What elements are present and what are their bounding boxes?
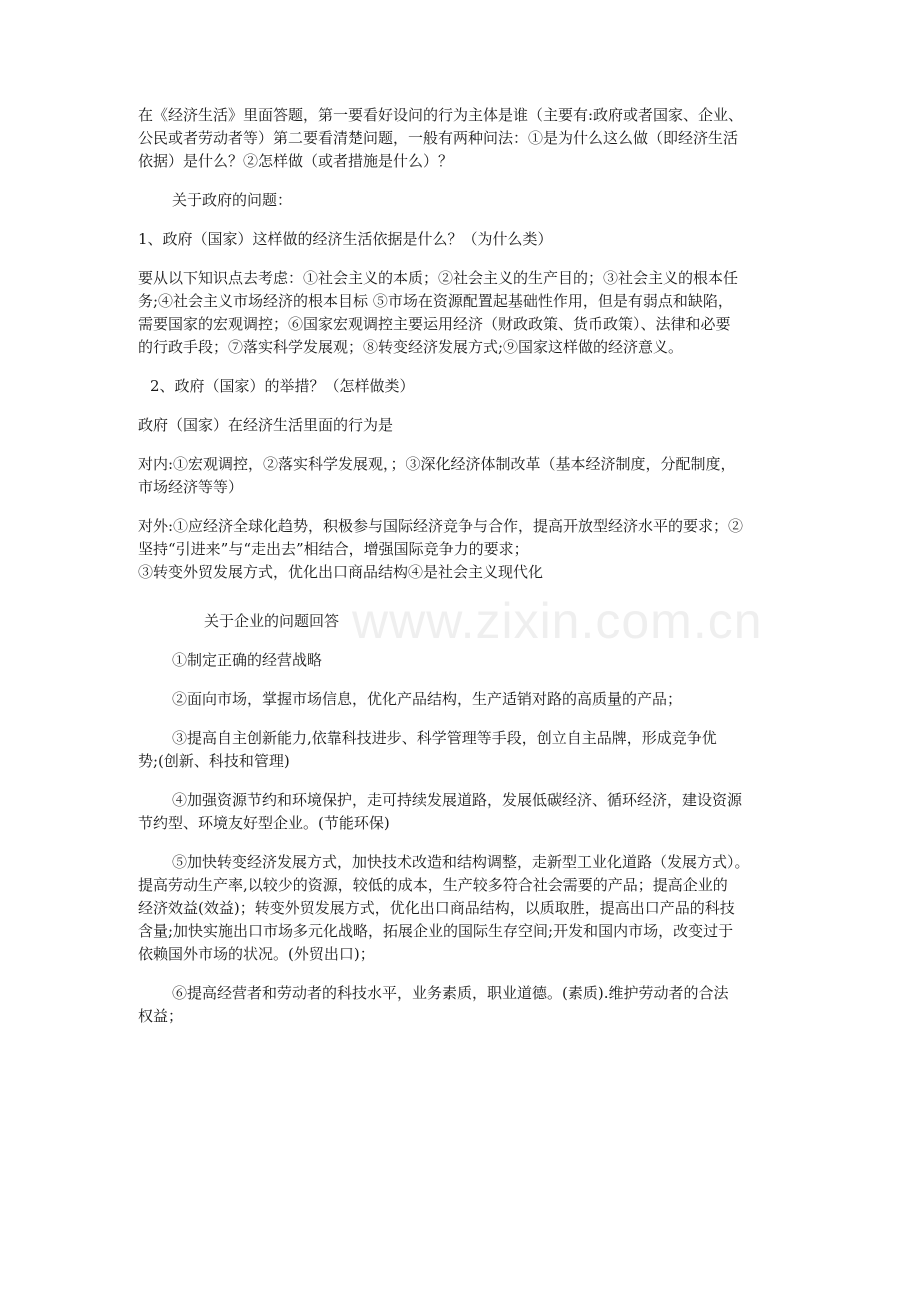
question-2-intro: 政府（国家）在经济生活里面的行为是	[138, 416, 394, 434]
question-1-body: 要从以下知识点去考虑：①社会主义的本质；②社会主义的生产目的；③社会主义的根本任 务;④社会主义市场经济的根本目标 ⑤市场在资源配置起基础性作用，但是有弱点和缺陷， 需要国家的宏观调控；⑥国家宏观调控主要运用经济（财政政策、货币政策）、法律和必要 的行政手段；⑦落实科学发展观；⑧转变经济发展方式;⑨国家这样做的经济意义。	[138, 269, 739, 356]
enterprise-item-2: ②面向市场，掌握市场信息，优化产品结构，生产适销对路的高质量的产品；	[172, 690, 683, 708]
document-page	[138, 104, 788, 1044]
intro-paragraph: 在《经济生活》里面答题，第一要看好设问的行为主体是谁（主要有:政府或者国家、企业、 公民或者劳动者等）第二要看清楚问题，一般有两种问法：①是为什么这么做（即经济生活 依据）是什么？②怎样做（或者措施是什么）？	[138, 106, 744, 170]
enterprise-item-6: ⑥提高经营者和劳动者的科技水平，业务素质，职业道德。(素质).维护劳动者的合法 权益；	[138, 984, 729, 1025]
enterprise-item-1: ①制定正确的经营战略	[172, 651, 323, 669]
government-heading: 关于政府的问题：	[172, 191, 293, 209]
enterprise-item-3: ③提高自主创新能力,依靠科技进步、科学管理等手段，创立自主品牌，形成竞争优 势;(创新、科技和管理)	[138, 729, 717, 770]
internal-measures: 对内:①宏观调控，②落实科学发展观，；③深化经济体制改革（基本经济制度，分配制度， 市场经济等等）	[138, 455, 736, 496]
external-measures: 对外:①应经济全球化趋势，积极参与国际经济竞争与合作，提高开放型经济水平的要求；② 坚持“引进来”与“走出去”相结合，增强国际竞争力的要求； ③转变外贸发展方式，优化出口商品结构④是社会主义现代化	[138, 517, 744, 581]
enterprise-item-4: ④加强资源节约和环境保护，走可持续发展道路，发展低碳经济、循环经济，建设资源 节约型、环境友好型企业。(节能环保)	[138, 791, 743, 832]
watermark: www.zixin.com.cn	[352, 593, 763, 649]
question-2-title: 2、政府（国家）的举措？（怎样做类）	[150, 377, 415, 395]
enterprise-heading: 关于企业的问题回答	[204, 612, 340, 630]
question-1-title: 1、政府（国家）这样做的经济生活依据是什么？（为什么类）	[138, 230, 553, 248]
enterprise-item-5: ⑤加快转变经济发展方式，加快技术改造和结构调整，走新型工业化道路（发展方式）。 提高劳动生产率,以较少的资源，较低的成本，生产较多符合社会需要的产品；提高企业的 经济效益(效益)；转变外贸发展方式，优化出口商品结构，以质取胜，提高出口产品的科技 含量;加快实施出口市场多元化战略，拓展企业的国际生存空间;开发和国内市场，改变过于 依赖国外市场的状况。(外贸出口)；	[138, 853, 750, 963]
